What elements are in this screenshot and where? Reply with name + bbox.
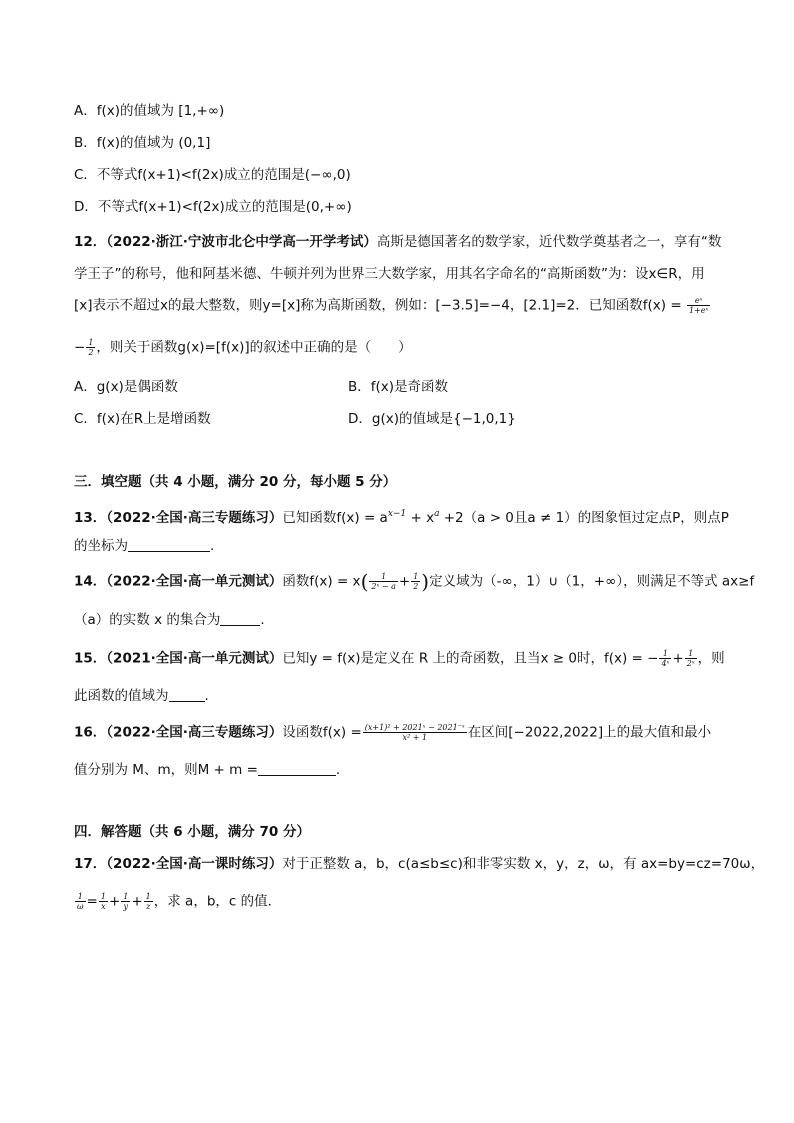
q12-line4	[74, 338, 412, 357]
q17-frac-x-den: x	[101, 902, 106, 911]
q11-option-c: C．不等式f(x+1)<f(2x)成立的范围是(−∞,0)	[74, 167, 351, 183]
q12-text-4: ，则关于函数g(x)=[f(x)]的叙述中正确的是（ ）	[96, 339, 412, 356]
q13-text-2: 的坐标为	[74, 538, 128, 554]
q12-option-b: B．f(x)是奇函数	[348, 379, 449, 395]
q17-eq: =	[86, 893, 98, 910]
q12-half-num: 1	[88, 338, 94, 347]
q12-option-c: C．f(x)在R上是增函数	[74, 411, 211, 427]
q15-source: （2021·全国·高一单元测试）	[106, 650, 283, 667]
q15-frac-1-den: 4ˣ	[661, 659, 670, 668]
q16-text-a: 设函数f(x) =	[282, 724, 362, 741]
q17-frac-omega-den: ω	[77, 902, 84, 911]
q12-text-3: [x]表示不超过x的最大整数，则y=[x]称为高斯函数，例如：[−3.5]=−4，[2.1]=2．已知函数f(x) =	[74, 297, 682, 314]
q16-frac-den: x² + 1	[402, 733, 428, 742]
q14-text-2: （a）的实数 x 的集合为	[74, 612, 221, 628]
q14-line1	[74, 569, 755, 594]
q12-source: （2022·浙江·宁波市北仑中学高一开学考试）	[106, 234, 377, 250]
q14-line2	[74, 611, 265, 629]
q17-frac-omega-num: 1	[75, 892, 86, 902]
q13-source: （2022·全国·高三专题练习）	[106, 510, 283, 526]
q14-fraction	[369, 572, 398, 591]
q12-line2: 学王子”的称号，他和阿基米德、牛顿并列为世界三大数学家，用其名字命名的“高斯函数”为：设x∈R，用	[74, 266, 705, 282]
q13-answer-blank[interactable]	[128, 538, 210, 552]
q12-frac-den: 1+eˣ	[688, 306, 709, 315]
q12-frac-num: eˣ	[687, 296, 710, 306]
q12-text-1: 高斯是德国著名的数学家，近代数学奠基者之一，享有“数	[376, 234, 722, 250]
q14-left-paren: (	[360, 569, 369, 594]
q14-right-paren: )	[421, 569, 430, 594]
q15-number: 15．	[74, 650, 107, 667]
q14-half: $\frac{1}{2}$	[413, 572, 419, 591]
q11-option-d: D．不等式f(x+1)<f(2x)成立的范围是(0,+∞)	[74, 199, 352, 215]
q15-text-b: ，则	[697, 650, 725, 667]
q17-frac-omega	[75, 892, 86, 911]
q13-text-c: +2（a > 0且a ≠ 1）的图象恒过定点P，则点P	[439, 510, 729, 526]
q14-text-b: 定义域为（-∞，1）∪（1，+∞），则满足不等式 ax≥f	[429, 573, 755, 590]
q15-frac-1-num: 1	[659, 649, 671, 659]
q16-source: （2022·全国·高三专题练习）	[106, 724, 283, 741]
q17-number: 17．	[74, 856, 107, 872]
q17-frac-x-num: 1	[100, 892, 106, 901]
q13-end: .	[210, 538, 215, 554]
q17-frac-x	[99, 892, 108, 911]
q16-fraction	[363, 723, 467, 742]
q15-frac-2-num: 1	[685, 649, 697, 659]
q14-text-a: 函数f(x) = x	[282, 573, 361, 590]
q14-frac-num: 1	[369, 572, 398, 582]
q17-plus-1: +	[108, 893, 121, 910]
q12-minus: −	[74, 339, 86, 356]
q17-line2	[74, 892, 281, 911]
q17-line1	[74, 855, 764, 873]
q12-option-d: D．g(x)的值域是{−1,0,1}	[348, 411, 516, 427]
q11-option-b: B．f(x)的值域为 (0,1]	[74, 135, 211, 151]
q12-number: 12．	[74, 234, 107, 250]
q15-text-2: 此函数的值域为	[74, 688, 169, 704]
q15-answer-blank[interactable]	[169, 688, 205, 702]
q17-frac-z-den: z	[146, 902, 151, 911]
q17-plus-2: +	[131, 893, 143, 910]
section-3-heading: 三．填空题（共 4 小题，满分 20 分，每小题 5 分）	[74, 474, 397, 490]
q14-number: 14．	[74, 573, 107, 590]
q16-frac-num: (x+1)² + 2021ˣ − 2021⁻ˣ	[364, 723, 465, 732]
q16-answer-blank[interactable]	[258, 762, 336, 776]
q17-frac-y-den: y	[123, 902, 129, 911]
q17-text-2: ，求 a，b，c 的值．	[153, 893, 282, 910]
q16-number: 16．	[74, 724, 107, 741]
q17-text-1: 对于正整数 a，b，c(a≤b≤c)和非零实数 x，y，z，ω，有 ax=by=cz=70ω，	[282, 856, 765, 872]
q15-end: .	[204, 688, 209, 704]
q12-line3	[74, 296, 711, 315]
q15-frac-1	[659, 649, 671, 668]
q14-frac-den: 2ˣ − a	[371, 582, 396, 591]
q13-sup-1: x−1	[387, 509, 407, 519]
q17-frac-y	[121, 892, 130, 911]
q14-plus: +	[398, 573, 411, 590]
q13-line2	[74, 537, 214, 555]
q15-plus: +	[672, 650, 684, 667]
q13-number: 13．	[74, 510, 107, 526]
q13-sup-2: a	[434, 509, 440, 519]
q12-half	[86, 338, 95, 357]
q13-text-a: 已知函数f(x) = a	[282, 510, 388, 526]
q14-end: .	[260, 612, 265, 628]
q15-line1	[74, 649, 725, 668]
q12-option-a: A．g(x)是偶函数	[74, 379, 178, 395]
q15-line2	[74, 687, 209, 705]
q11-option-a: A．f(x)的值域为 [1,+∞)	[74, 103, 225, 119]
q14-answer-blank[interactable]	[220, 612, 260, 626]
section-4-heading: 四．解答题（共 6 小题，满分 70 分）	[74, 824, 310, 840]
q17-frac-y-num: 1	[123, 892, 129, 901]
q16-line2	[74, 761, 340, 779]
q17-frac-z-num: 1	[145, 892, 151, 901]
q16-end: .	[335, 762, 341, 778]
q15-frac-2	[685, 649, 697, 668]
q13-text-b: + x	[406, 510, 435, 526]
q15-text-a: 已知y = f(x)是定义在 R 上的奇函数，且当x ≥ 0时，f(x) = −	[282, 650, 659, 667]
q13-line1	[74, 505, 729, 527]
q17-source: （2022·全国·高一课时练习）	[106, 856, 283, 872]
q17-frac-z	[144, 892, 153, 911]
q16-text-2: 值分别为 M、m，则M + m =	[74, 762, 258, 778]
q16-line1	[74, 723, 711, 742]
q12-fraction	[687, 296, 710, 315]
q12-line1	[74, 233, 721, 251]
q14-source: （2022·全国·高一单元测试）	[106, 573, 283, 590]
q16-text-b: 在区间[−2022,2022]上的最大值和最小	[467, 724, 712, 741]
q12-half-den: 2	[88, 348, 94, 357]
q15-frac-2-den: 2ˣ	[686, 659, 695, 668]
